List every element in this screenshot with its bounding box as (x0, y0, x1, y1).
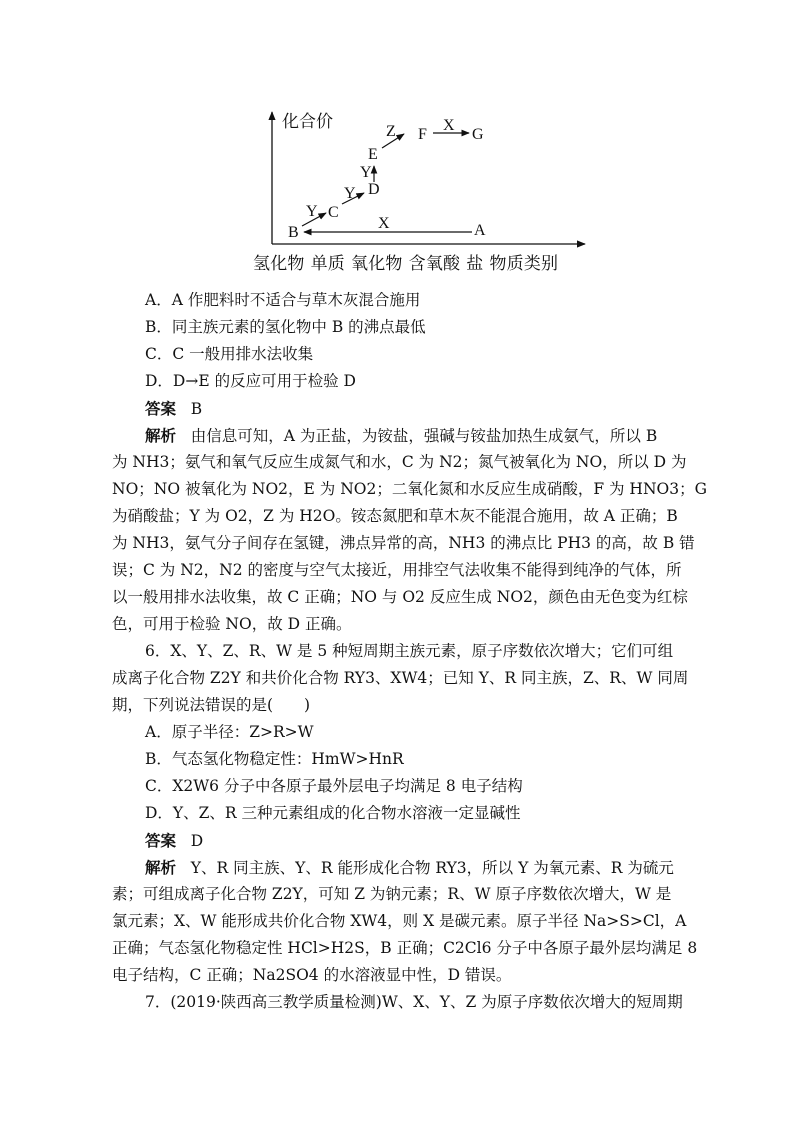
q6-option-d: D．Y、Z、R 三种元素组成的化合物水溶液一定显碱性 (145, 804, 521, 822)
q5-analysis-line: 解析 由信息可知，A 为正盐，为铵盐，强碱与铵盐加热生成氨气，所以 B (145, 426, 658, 445)
x-category: 氢化物 (253, 254, 305, 274)
q6-option-a: A．原子半径：Z>R>W (145, 723, 314, 741)
point-g: G (472, 126, 484, 143)
x-category: 含氧酸 (408, 254, 461, 274)
point-c: C (328, 204, 339, 221)
q5-option-b: B．同主族元素的氢化物中 B 的沸点最低 (145, 318, 426, 336)
q5-analysis-line: 以一般用排水法收集，故 C 正确；NO 与 O2 反应生成 NO2，颜色由无色变为红棕 (112, 588, 688, 606)
q6-option-c: C．X2W6 分子中各原子最外层电子均满足 8 电子结构 (145, 777, 523, 795)
q6-stem-line: 6．X、Y、Z、R、W 是 5 种短周期主族元素，原子序数依次增大；它们可组 (145, 642, 674, 660)
point-a: A (474, 222, 486, 239)
q5-option-a: A．A 作肥料时不适合与草木灰混合施用 (145, 291, 421, 309)
q5-analysis-line: 为硝酸盐；Y 为 O2，Z 为 H2O。铵态氮肥和草木灰不能混合施用，故 A 正确；B (112, 507, 678, 525)
answer-label: 答案 (145, 399, 177, 418)
y-axis-label: 化合价 (282, 112, 333, 132)
q7-stem-line: 7．(2019·陕西高三教学质量检测)W、X、Y、Z 为原子序数依次增大的短周期 (145, 993, 683, 1011)
point-b: B (288, 224, 299, 241)
x-category: 氧化物 (351, 254, 403, 274)
q6-analysis-line: 氯元素；X、W 能形成共价化合物 XW4，则 X 是碳元素。原子半径 Na>S>Cl，A (112, 912, 687, 930)
q6-analysis-line: 素；可组成离子化合物 Z2Y，可知 Z 为钠元素；R、W 原子序数依次增大，W 是 (112, 885, 672, 903)
valence-category-diagram (250, 104, 590, 276)
q5-analysis-line: 误；C 为 N2，N2 的密度与空气太接近，用排空气法收集不能得到纯净的气体，所 (112, 561, 682, 579)
x-axis-title: 物质类别 (489, 254, 559, 274)
answer-value: D (190, 832, 204, 850)
edge-label-y-cd: Y (344, 185, 356, 202)
edge-label-x-ab: X (378, 215, 390, 232)
x-category: 盐 (466, 254, 484, 274)
q5-analysis-line: 为 NH3；氨气和氧气反应生成氮气和水，C 为 N2；氮气被氧化为 NO，所以 D 为 (112, 453, 687, 471)
analysis-label: 解析 (145, 858, 177, 877)
q5-option-d: D．D→E 的反应可用于检验 D (145, 372, 356, 390)
q5-option-c: C．C 一般用排水法收集 (145, 345, 314, 363)
q5-analysis-line: 为 NH3，氨气分子间存在氢键，沸点异常的高，NH3 的沸点比 PH3 的高，故 B 错 (112, 534, 695, 552)
q6-analysis-line: 电子结构，C 正确；Na2SO4 的水溶液显中性，D 错误。 (112, 966, 512, 984)
q5-answer (145, 395, 720, 422)
q6-stem-line: 成离子化合物 Z2Y 和共价化合物 RY3、XW4；已知 Y、R 同主族，Z、R、W 同周 (112, 669, 689, 687)
q6-analysis-line: 解析 Y、R 同主族、Y、R 能形成化合物 RY3，所以 Y 为氧元素、R 为硫元 (145, 858, 674, 877)
edge-label-x-fg: X (443, 117, 455, 134)
q6-answer (145, 827, 720, 854)
edge-label-y-de: Y (360, 164, 372, 181)
q5-analysis-line: NO；NO 被氧化为 NO2，E 为 NO2；二氧化氮和水反应生成硝酸，F 为 HNO3；G (112, 480, 707, 498)
edge-label-y-bc: Y (306, 203, 318, 220)
analysis-label: 解析 (145, 426, 177, 445)
q5-analysis-line: 色，可用于检验 NO，故 D 正确。 (112, 615, 352, 633)
point-d: D (368, 181, 380, 198)
x-axis-categories (253, 249, 564, 274)
q6-stem-line: 期，下列说法错误的是( ) (112, 696, 311, 714)
q6-option-b: B．气态氢化物稳定性：HmW>HnR (145, 750, 404, 768)
q6-analysis-line: 正确；气态氢化物稳定性 HCl>H2S，B 正确；C2Cl6 分子中各原子最外层均满足 8 (112, 939, 698, 957)
point-e: E (368, 146, 378, 163)
x-category: 单质 (310, 254, 346, 274)
answer-value: B (190, 400, 203, 418)
answer-label: 答案 (145, 831, 177, 850)
edge-label-z-ef: Z (386, 123, 396, 140)
point-f: F (418, 126, 427, 143)
